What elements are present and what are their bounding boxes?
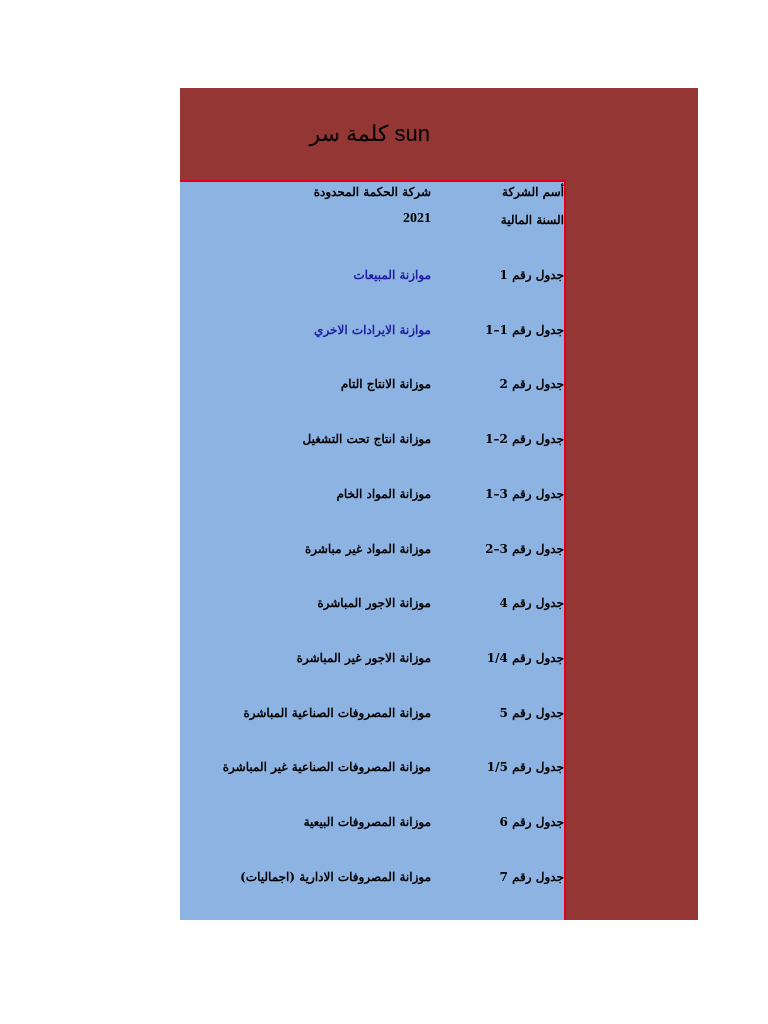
table-number-label: جدول رقم 2 <box>499 377 564 391</box>
table-number-label: جدول رقم 4 <box>499 596 564 610</box>
table-number-label: جدول رقم 2–1 <box>485 432 564 446</box>
table-number-label: جدول رقم 1/4 <box>486 651 564 665</box>
table-number-label: جدول رقم 7 <box>499 870 564 884</box>
table-number-label: جدول رقم 1/5 <box>486 760 564 774</box>
fiscal-year-label: السنة المالية <box>500 213 564 227</box>
table-title: موزانة المواد الخام <box>336 487 431 501</box>
company-name-label: أسم الشركة <box>501 185 564 199</box>
table-title: موزانة المصروفات الادارية (اجماليات) <box>240 870 431 884</box>
table-number-label: جدول رقم 3–1 <box>485 487 564 501</box>
fiscal-year-value: 2021 <box>403 211 431 226</box>
panel-border-right <box>564 180 566 920</box>
table-title-link[interactable]: موازنة الايرادات الاخري <box>314 323 431 337</box>
table-number-label: جدول رقم 6 <box>499 815 564 829</box>
table-number-label: جدول رقم 5 <box>499 706 564 720</box>
table-title: موزانة المصروفات البيعية <box>303 815 431 829</box>
table-title: موزانة انتاج تحت التشغيل <box>302 432 431 446</box>
table-title: موزانة المواد غير مباشرة <box>304 542 431 556</box>
table-number-label: جدول رقم 1–1 <box>485 323 564 337</box>
table-title: موزانة الاجور غير المباشرة <box>296 651 431 665</box>
table-title: موزانة الانتاج التام <box>340 377 431 391</box>
company-name-value: شركة الحكمة المحدودة <box>313 185 431 199</box>
panel-border-top <box>180 180 566 182</box>
password-text: كلمة سر sun <box>309 121 430 146</box>
table-number-label: جدول رقم 1 <box>499 268 564 282</box>
table-title: موزانة المصروفات الصناعية المباشرة <box>243 706 431 720</box>
table-title: موزانة المصروفات الصناعية غير المباشرة <box>222 760 431 774</box>
table-title: موزانة الاجور المباشرة <box>317 596 431 610</box>
table-number-label: جدول رقم 3–2 <box>485 542 564 556</box>
table-title-link[interactable]: موازنة المبيعات <box>353 268 431 282</box>
